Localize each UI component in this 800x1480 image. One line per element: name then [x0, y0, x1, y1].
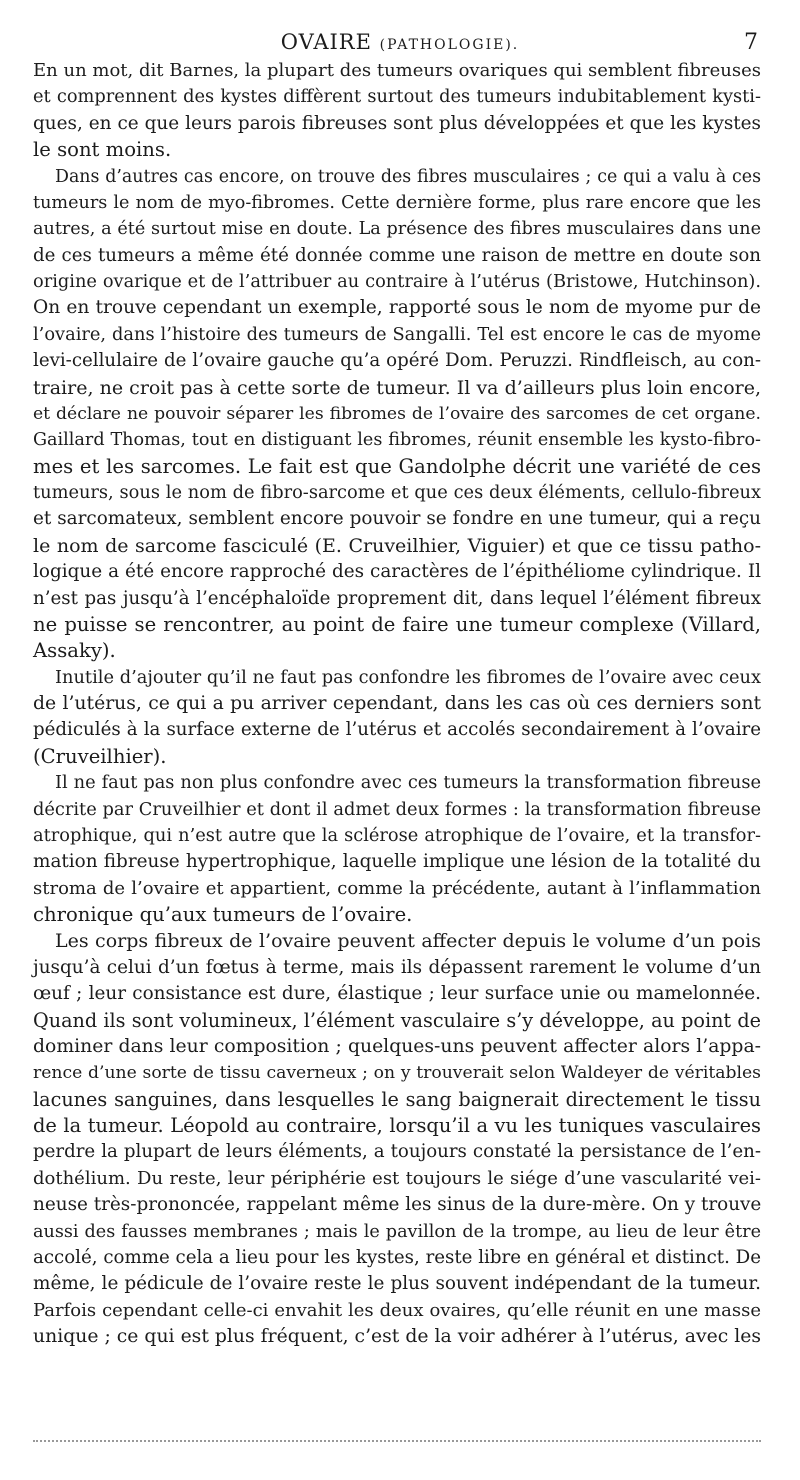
text-line: de la tumeur. Léopold au contraire, lorsqu’il a vu les tuniques vasculaires: [33, 1114, 761, 1137]
text-line: traire, ne croit pas à cette sorte de tumeur. Il va d’ailleurs plus loin encore,: [33, 376, 761, 399]
text-line: Dans d’autres cas encore, on trouve des fibres musculaires ; ce qui a valu à ces: [55, 166, 761, 187]
text-line: mes et les sarcomes. Le fait est que Gandolphe décrit une variété de ces: [33, 454, 761, 478]
text-line: origine ovarique et de l’attribuer au contraire à l’utérus (Bristowe, Hutchinson).: [33, 271, 761, 292]
text-line: pédiculés à la surface externe de l’utérus et accolés secondairement à l’ovaire: [33, 719, 761, 741]
text-line: Gaillard Thomas, tout en distiguant les fibromes, réunit ensemble les kysto-fibro-: [33, 430, 761, 451]
running-header: [0, 30, 800, 58]
text-line: décrite par Cruveilhier et dont il admet deux formes : la transformation fibreuse: [33, 798, 761, 820]
text-line: lacunes sanguines, dans lesquelles le sang baignerait directement le tissu: [33, 1087, 761, 1111]
text-line: unique ; ce qui est plus fréquent, c’est de la voir adhérer à l’utérus, avec les: [33, 1326, 761, 1347]
text-line: dothélium. Du reste, leur périphérie est toujours le siége d’une vascularité vei-: [33, 1167, 761, 1189]
text-line: On en trouve cependant un exemple, rapporté sous le nom de myome pur de: [33, 297, 761, 319]
text-line: et déclare ne pouvoir séparer les fibromes de l’ovaire des sarcomes de cet organe.: [33, 403, 761, 424]
text-line: aussi des fausses membranes ; mais le pavillon de la trompe, au lieu de leur être: [33, 1221, 761, 1242]
footer-dotted-rule: [33, 1440, 761, 1446]
text-line: ques, en ce que leurs parois fibreuses sont plus développées et que les kystes: [33, 112, 761, 134]
text-line: n’est pas jusqu’à l’encéphaloïde proprement dit, dans lequel l’élément fibreux: [33, 587, 761, 609]
text-line: et sarcomateux, semblent encore pouvoir se fondre en une tumeur, qui a reçu: [33, 508, 761, 530]
text-line: le nom de sarcome fasciculé (E. Cruveilhier, Viguier) et que ce tissu patho-: [33, 534, 761, 557]
text-line: le sont moins.: [33, 138, 172, 162]
text-line: atrophique, qui n’est autre que la sclérose atrophique de l’ovaire, et la transfor-: [33, 824, 761, 846]
text-line: autres, a été surtout mise en doute. La présence des fibres musculaires dans une: [33, 219, 761, 240]
text-line: même, le pédicule de l’ovaire reste le plus souvent indépendant de la tumeur.: [33, 1273, 761, 1295]
text-line: (Cruveilhier).: [33, 744, 167, 768]
text-line: stroma de l’ovaire et appartient, comme la précédente, autant à l’inflammation: [33, 877, 761, 899]
text-line: dominer dans leur composition ; quelques-uns peuvent affecter alors l’appa-: [33, 1035, 761, 1057]
text-line: perdre la plupart de leurs éléments, a toujours constaté la persistance de l’en-: [33, 1141, 761, 1163]
text-line: En un mot, dit Barnes, la plupart des tumeurs ovariques qui semblent fibreuses: [33, 60, 761, 81]
text-line: ne puisse se rencontrer, au point de faire une tumeur complexe (Villard,: [33, 612, 761, 636]
running-title: [0, 30, 800, 54]
text-line: de l’utérus, ce qui a pu arriver cependant, dans les cas où ces derniers sont: [33, 693, 761, 714]
text-line: Inutile d’ajouter qu’il ne faut pas confondre les fibromes de l’ovaire avec ceux: [55, 666, 761, 688]
text-line: logique a été encore rapproché des caractères de l’épithéliome cylindrique. Il: [33, 561, 761, 583]
body-text: [33, 58, 761, 1350]
text-line: neuse très-prononcée, rappelant même les sinus de la dure-mère. On y trouve: [33, 1194, 762, 1216]
text-line: Parfois cependant celle-ci envahit les deux ovaires, qu’elle réunit en une masse: [33, 1299, 761, 1321]
text-line: et comprennent des kystes diffèrent surtout des tumeurs indubitablement kysti-: [33, 86, 761, 108]
header-subtitle: (PATHOLOGIE).: [379, 37, 520, 53]
text-line: Assaky).: [33, 639, 116, 663]
text-line: accolé, comme cela a lieu pour les kystes, reste libre en général et distinct. De: [33, 1246, 761, 1268]
text-line: Les corps fibreux de l’ovaire peuvent affecter depuis le volume d’un pois: [55, 930, 761, 953]
text-line: de ces tumeurs a même été donnée comme une raison de mettre en doute son: [33, 244, 761, 266]
text-line: tumeurs, sous le nom de fibro-sarcome et que ces deux éléments, cellulo-fibreux: [33, 482, 761, 503]
text-line: Quand ils sont volumineux, l’élément vasculaire s’y développe, au point de: [33, 1008, 761, 1032]
text-line: chronique qu’aux tumeurs de l’ovaire.: [33, 903, 413, 926]
text-line: rence d’une sorte de tissu caverneux ; on y trouverait selon Waldeyer de véritables: [33, 1063, 761, 1084]
text-line: tumeurs le nom de myo-fibromes. Cette dernière forme, plus rare encore que les: [33, 192, 761, 213]
text-line: mation fibreuse hypertrophique, laquelle implique une lésion de la totalité du: [33, 851, 761, 873]
header-title: OVAIRE: [280, 30, 372, 54]
text-line: l’ovaire, dans l’histoire des tumeurs de Sangalli. Tel est encore le cas de myome: [33, 323, 761, 345]
text-line: œuf ; leur consistance est dure, élastique ; leur surface unie ou mamelonnée.: [33, 983, 761, 1005]
text-line: levi-cellulaire de l’ovaire gauche qu’a opéré Dom. Peruzzi. Rindfleisch, au con-: [33, 350, 761, 372]
text-line: jusqu’à celui d’un fœtus à terme, mais ils dépassent rarement le volume d’un: [33, 956, 761, 978]
page-number: 7: [744, 30, 758, 55]
text-line: Il ne faut pas non plus confondre avec ces tumeurs la transformation fibreuse: [55, 772, 761, 794]
